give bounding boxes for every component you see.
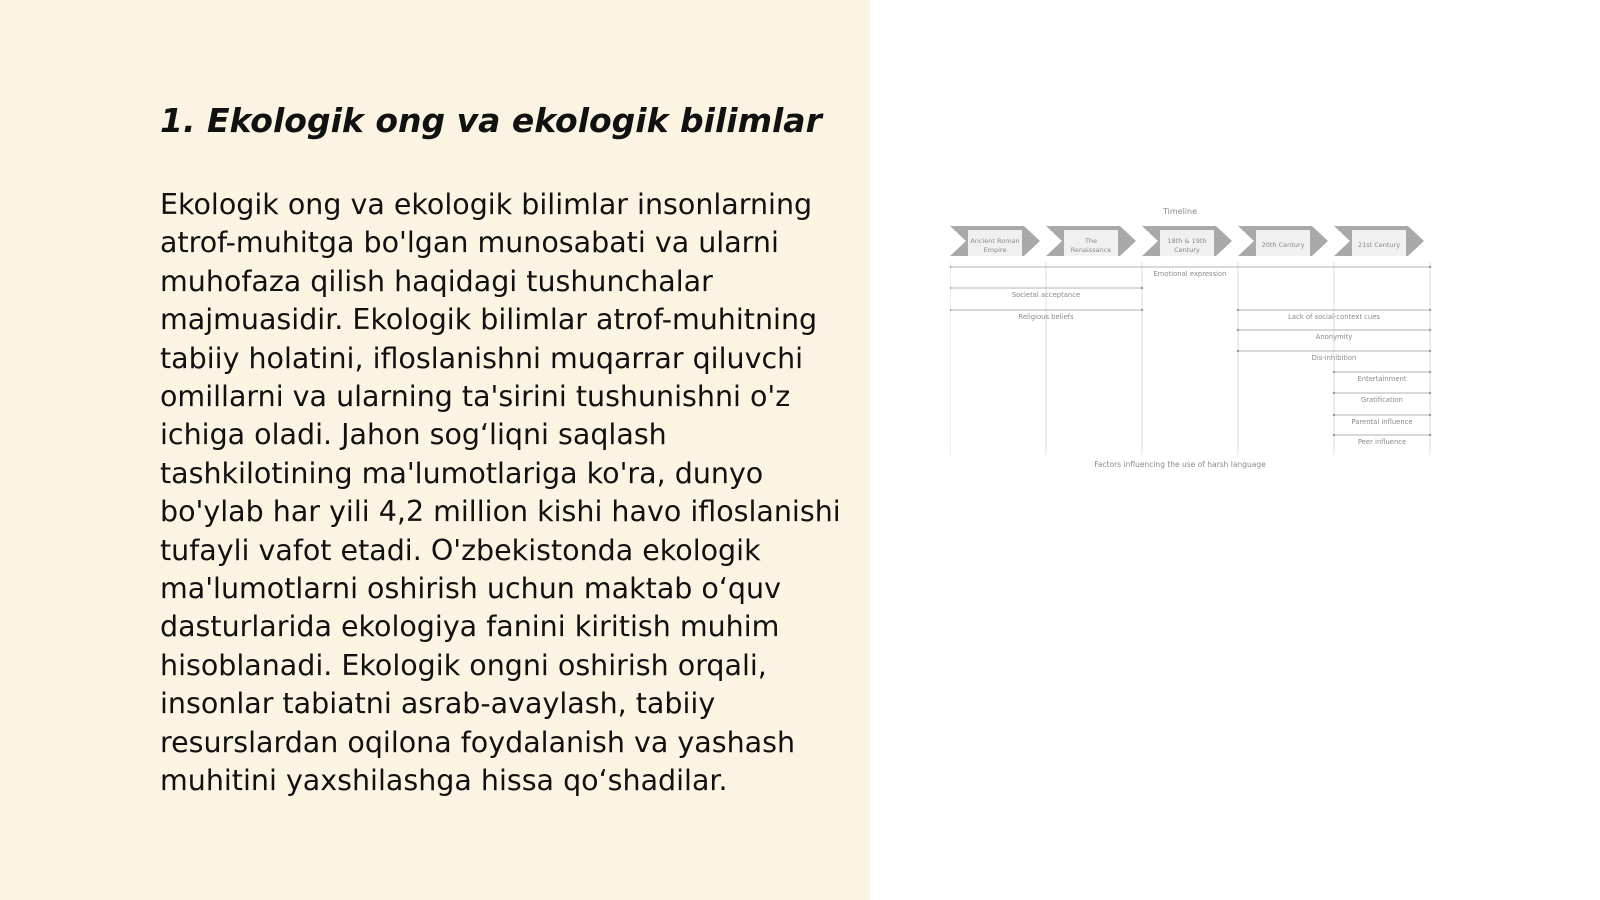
factor-span-end xyxy=(950,309,951,311)
period-label-line2: Renaissance xyxy=(1070,246,1112,254)
period-label-line1: 21st Century xyxy=(1357,241,1401,249)
factor-span-end xyxy=(1237,329,1239,331)
diagram-title: Timeline xyxy=(1162,207,1198,216)
factor-label: Parental influence xyxy=(1351,418,1413,426)
timeline-diagram xyxy=(950,200,1450,490)
factor-span-end xyxy=(1237,309,1239,311)
factor-label: Emotional expression xyxy=(1153,270,1227,278)
factor-label: Entertainment xyxy=(1357,375,1407,383)
period-label-line1: Ancient Roman xyxy=(970,237,1020,245)
factor-label: Anonymity xyxy=(1315,333,1353,341)
period-label-line2: Empire xyxy=(983,246,1007,254)
factor-label: Gratification xyxy=(1361,396,1403,404)
period-label-line1: The xyxy=(1084,237,1098,245)
slide-title: 1. Ekologik ong va ekologik bilimlar xyxy=(160,101,822,140)
period-label-line1: 18th & 19th xyxy=(1167,237,1207,245)
factor-rows xyxy=(950,266,1431,446)
factor-span-end xyxy=(1333,371,1335,373)
factor-span-end xyxy=(1333,414,1335,416)
timeline-diagram-svg xyxy=(950,200,1450,490)
slide-body-text: Ekologik ong va ekologik bilimlar insonlarning atrof-muhitga bo'lgan munosabati va ularni muhofaza qilish haqidagi tushunchalar majmuasidir. Ekologik bilimlar atrof-muhitning tabiiy holatini, ifloslanishni muqarrar qiluvchi omillarni va ularning ta'sirini tushunishni o'z ichiga oladi. Jahon sog‘liqni saqlash tashkilotining ma'lumotlariga ko'ra, dunyo bo'ylab har yili 4,2 million kishi havo ifloslanishi tufayli vafot etadi. O'zbekistonda ekologik ma'lumotlarni oshirish uchun maktab o‘quv dasturlarida ekologiya fanini kiritish muhim hisoblanadi. Ekologik ongni oshirish orqali, insonlar tabiatni asrab-avaylash, tabiiy resurslardan oqilona foydalanish va yashash muhitini yaxshilashga hissa qo‘shadilar. xyxy=(160,188,841,798)
factor-span-end xyxy=(1429,434,1431,436)
factor-span-end xyxy=(1237,350,1239,352)
factor-span-end xyxy=(1333,392,1335,394)
factor-span-end xyxy=(1429,266,1431,268)
factor-span-end xyxy=(1141,287,1143,289)
factor-span-end xyxy=(1429,350,1431,352)
factor-span-end xyxy=(1333,434,1335,436)
factor-span-end xyxy=(1429,414,1431,416)
factor-span-end xyxy=(950,287,951,289)
factor-label: Peer influence xyxy=(1357,438,1407,446)
period-label-line2: Century xyxy=(1174,246,1200,254)
factor-label: Societal acceptance xyxy=(1011,291,1081,299)
diagram-caption: Factors influencing the use of harsh language xyxy=(1094,460,1266,469)
factor-label: Lack of social-context cues xyxy=(1288,313,1380,321)
period-label-line1: 20th Century xyxy=(1261,241,1305,249)
factor-span-end xyxy=(950,266,951,268)
factor-span-end xyxy=(1429,329,1431,331)
factor-span-end xyxy=(1429,309,1431,311)
factor-span-end xyxy=(1429,371,1431,373)
factor-span-end xyxy=(1429,392,1431,394)
factor-label: Religious beliefs xyxy=(1018,313,1074,321)
factor-label: Dis-inhibition xyxy=(1311,354,1357,362)
factor-span-end xyxy=(1141,309,1143,311)
